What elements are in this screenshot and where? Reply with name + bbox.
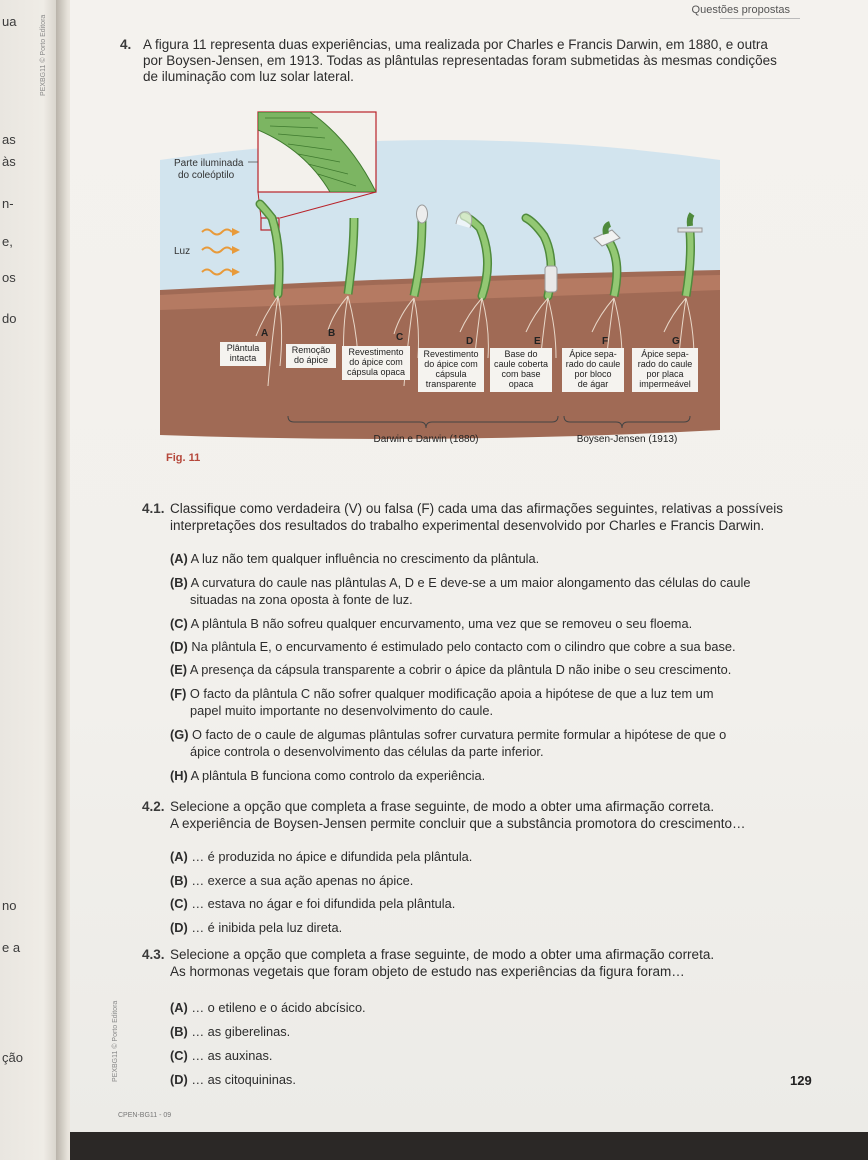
inset-label-line-2: do coleóptilo xyxy=(178,170,235,181)
running-header: Questões propostas xyxy=(691,4,790,16)
statement-f: (F) O facto da plântula C não sofrer qualquer modificação apoia a hipótese de que a luz tem um xyxy=(170,686,714,701)
svg-text:cápsula: cápsula xyxy=(435,369,467,379)
q42-number: 4.2. xyxy=(142,799,165,814)
svg-text:com base: com base xyxy=(501,369,541,379)
statement-e: (E) A presença da cápsula transparente a cobrir o ápice da plântula D não inibe o seu crescimento. xyxy=(170,662,732,677)
svg-text:de ágar: de ágar xyxy=(577,379,609,389)
question-4-line-3: de iluminação com luz solar lateral. xyxy=(143,69,354,84)
side-credit-bottom: PEXBG11 © Porto Editora xyxy=(112,1000,119,1082)
svg-text:rado do caule: rado do caule xyxy=(637,359,693,369)
q41-number: 4.1. xyxy=(142,501,165,516)
q43-option-d: (D) … as citoquininas. xyxy=(170,1072,296,1087)
svg-text:Base do: Base do xyxy=(504,349,538,359)
plant-letter-e: E xyxy=(534,336,541,347)
page-number: 129 xyxy=(790,1073,812,1088)
q42-option-d: (D) … é inibida pela luz direta. xyxy=(170,920,343,935)
caption-b xyxy=(286,344,336,368)
caption-g xyxy=(632,348,698,392)
left-fragment: ua xyxy=(2,14,17,29)
left-fragment: e a xyxy=(2,940,21,955)
figure-11-diagram xyxy=(160,100,720,460)
sky-area xyxy=(160,140,720,290)
caption-d xyxy=(418,348,484,392)
q43-line-2: As hormonas vegetais que foram objeto de estudo nas experiências da figura foram… xyxy=(170,964,685,979)
statement-b-cont: situadas na zona oposta à fonte de luz. xyxy=(190,592,413,607)
svg-text:caule coberta: caule coberta xyxy=(493,359,549,369)
q42-option-c: (C) … estava no ágar e foi difundida pela plântula. xyxy=(170,896,456,911)
left-fragment: às xyxy=(2,154,16,169)
q43-option-c: (C) … as auxinas. xyxy=(170,1048,273,1063)
svg-text:intacta: intacta xyxy=(229,353,257,363)
opaque-cap xyxy=(417,205,428,223)
page-bottom-shadow xyxy=(70,1132,868,1160)
question-4-number: 4. xyxy=(120,37,132,52)
plant-letter-c: C xyxy=(396,332,404,343)
statement-c: (C) A plântula B não sofreu qualquer encurvamento, uma vez que se removeu o seu floema. xyxy=(170,616,693,631)
statement-f-cont: papel muito importante no desenvolvimento do caule. xyxy=(190,703,494,718)
q43-number: 4.3. xyxy=(142,947,165,962)
plant-letter-g: G xyxy=(672,336,680,347)
svg-text:Revestimento: Revestimento xyxy=(423,349,479,359)
impermeable-plate xyxy=(678,228,702,232)
svg-text:do ápice com: do ápice com xyxy=(349,357,403,367)
left-fragment: no xyxy=(2,898,17,913)
svg-text:Ápice sepa-: Ápice sepa- xyxy=(641,349,689,359)
caption-a xyxy=(220,342,266,366)
side-credit-top: PEXBG11 © Porto Editora xyxy=(40,14,47,96)
group-boysen: Boysen-Jensen (1913) xyxy=(576,434,678,445)
svg-text:opaca: opaca xyxy=(508,379,534,389)
svg-text:do ápice com: do ápice com xyxy=(424,359,478,369)
svg-text:cápsula opaca: cápsula opaca xyxy=(346,367,406,377)
svg-text:do ápice: do ápice xyxy=(293,355,329,365)
left-fragment: n- xyxy=(2,196,14,211)
inset-label-line-1: Parte iluminada xyxy=(174,158,244,169)
opaque-base xyxy=(545,266,557,292)
statement-h: (H) A plântula B funciona como controlo da experiência. xyxy=(170,768,486,783)
left-fragment: do xyxy=(2,311,17,326)
q43-option-a: (A) … o etileno e o ácido abcísico. xyxy=(170,1000,366,1015)
svg-text:Plântula: Plântula xyxy=(226,343,260,353)
statement-b: (B) A curvatura do caule nas plântulas A, D e E deve-se a um maior alongamento das células do caule xyxy=(170,575,751,590)
left-fragment: os xyxy=(2,270,16,285)
caption-c xyxy=(342,346,410,380)
q43-option-b: (B) … as giberelinas. xyxy=(170,1024,291,1039)
left-fragment: as xyxy=(2,132,16,147)
svg-text:por bloco: por bloco xyxy=(574,369,612,379)
caption-e xyxy=(490,348,552,392)
question-4-line-1: A figura 11 representa duas experiências, uma realizada por Charles e Francis Darwin, em 1880, e outra xyxy=(143,37,768,52)
left-fragment: e, xyxy=(2,234,13,249)
statement-a: (A) A luz não tem qualquer influência no crescimento da plântula. xyxy=(170,551,540,566)
q43-line-1: Selecione a opção que completa a frase seguinte, de modo a obter uma afirmação correta. xyxy=(170,947,715,962)
plant-letter-b: B xyxy=(328,328,336,339)
left-fragment: ção xyxy=(2,1050,23,1065)
statement-d: (D) Na plântula E, o encurvamento é estimulado pelo contacto com o cilindro que cobre a sua base. xyxy=(170,639,736,654)
svg-text:por placa: por placa xyxy=(646,369,684,379)
svg-text:rado do caule: rado do caule xyxy=(565,359,621,369)
figure-label: Fig. 11 xyxy=(166,452,201,464)
plant-letter-a: A xyxy=(261,328,269,339)
q41-line-1: Classifique como verdadeira (V) ou falsa (F) cada uma das afirmações seguintes, relativas a possíveis xyxy=(170,501,784,516)
svg-text:Ápice sepa-: Ápice sepa- xyxy=(569,349,617,359)
caption-f xyxy=(562,348,624,392)
q42-option-b: (B) … exerce a sua ação apenas no ápice. xyxy=(170,873,414,888)
light-label: Luz xyxy=(174,246,191,257)
header-rule xyxy=(720,18,800,19)
left-page-edge xyxy=(0,0,62,1160)
plant-letter-f: F xyxy=(602,336,609,347)
statement-g: (G) O facto de o caule de algumas plântulas sofrer curvatura permite formular a hipótese de que o xyxy=(170,727,727,742)
statement-g-cont: ápice controla o desenvolvimento das células da parte inferior. xyxy=(190,744,544,759)
svg-text:impermeável: impermeável xyxy=(639,379,691,389)
svg-text:transparente: transparente xyxy=(425,379,477,389)
group-darwin: Darwin e Darwin (1880) xyxy=(373,434,479,445)
svg-text:Remoção: Remoção xyxy=(291,345,331,355)
q42-option-a: (A) … é produzida no ápice e difundida pela plântula. xyxy=(170,849,473,864)
plant-letter-d: D xyxy=(466,336,474,347)
svg-text:Revestimento: Revestimento xyxy=(348,347,404,357)
question-4-line-2: por Boysen-Jensen, em 1913. Todas as plântulas representadas foram submetidas às mesmas condições xyxy=(143,53,777,68)
q42-line-1: Selecione a opção que completa a frase seguinte, de modo a obter uma afirmação correta. xyxy=(170,799,715,814)
q41-line-2: interpretações dos resultados do trabalho experimental desenvolvido por Charles e Francis Darwin. xyxy=(170,518,765,533)
footer-code: CPEN-BG11 - 09 xyxy=(118,1112,172,1119)
q42-line-2: A experiência de Boysen-Jensen permite concluir que a substância promotora do crescimento… xyxy=(170,816,746,831)
